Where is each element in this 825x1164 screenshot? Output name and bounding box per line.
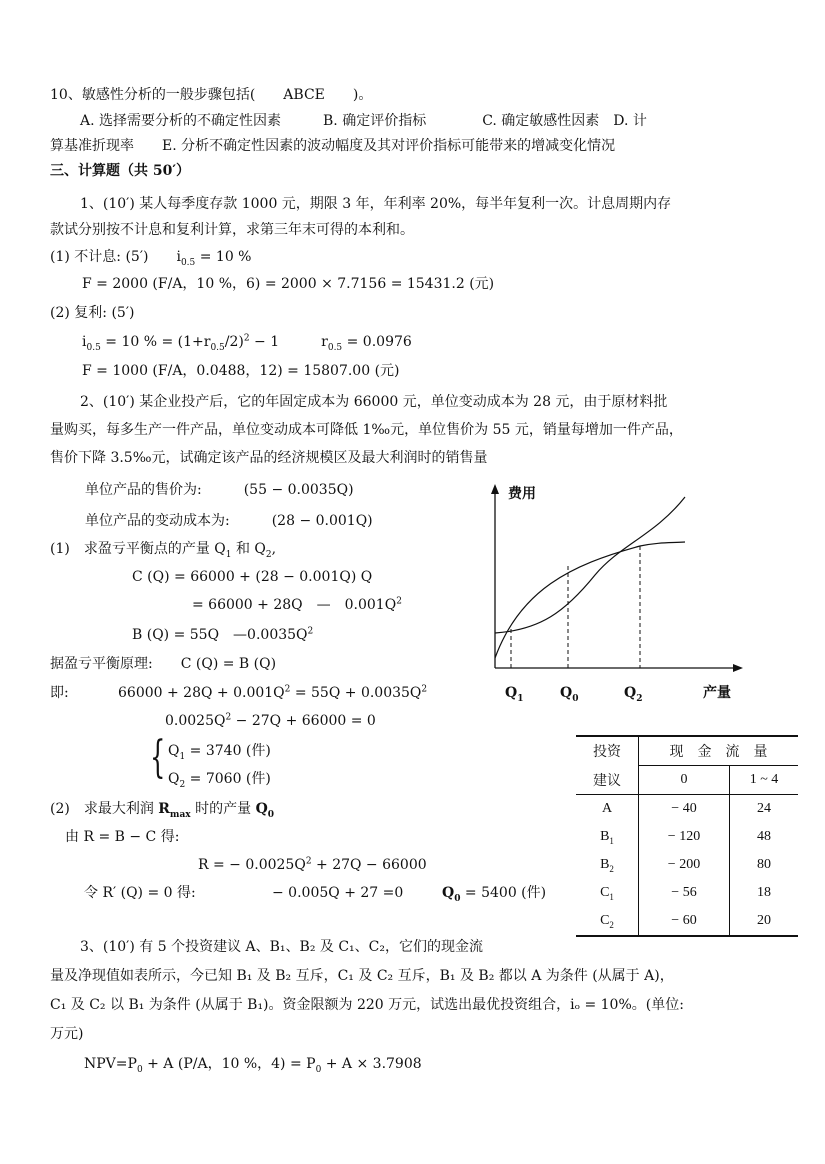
q10-stem: 10、敏感性分析的一般步骤包括( ABCE )。 xyxy=(50,87,373,103)
revenue-curve xyxy=(495,542,685,658)
p1-line2: 款试分别按不计息和复利计算，求第三年末可得的本利和。 xyxy=(50,222,414,238)
x-axis-arrow xyxy=(733,664,743,672)
cash-flow-table xyxy=(576,735,798,937)
p2-q2-result: $Q_2 = 7060$ (件) xyxy=(168,771,271,790)
p2-profit-eq: R = − $0.0025Q^2 + 27Q - 66000$ xyxy=(198,856,427,873)
p2-step2: (2) 求最大利润 $R_{max}$ 时的产量 $Q_0$ xyxy=(50,801,275,820)
y-axis-arrow xyxy=(491,484,499,494)
p2-line3: 售价下降 3.5‰元，试确定该产品的经济规模区及最大利润时的销售量 xyxy=(50,450,488,466)
p2-q0-result: $Q_0 = 5400$ (件) xyxy=(442,885,547,904)
table-row: $C_2$ − 60 20 xyxy=(576,907,798,936)
q10-options-line2: 算基准折现率 E. 分析不确定性因素的波动幅度及其对评价指标可能带来的增减变化情况 xyxy=(50,138,616,154)
table-row: $B_2$ − 200 80 xyxy=(576,851,798,879)
table-row: A − 40 24 xyxy=(576,795,798,824)
p2-line2: 量购买，每多生产一件产品，单位变动成本可降低 1‰元，单位售价为 55 元，销量每增加一件产品， xyxy=(50,422,683,438)
cost-curve xyxy=(495,497,685,633)
q2-label: $Q_2$ xyxy=(624,685,643,704)
p1-line1: 1、(10′) 某人每季度存款 1000 元，期限 3 年，年利率 20%，每半年复利一次。计息周期内存 xyxy=(80,196,672,212)
table-header-cashflow: 现 金 流 量 xyxy=(639,736,799,766)
p2-price: 单位产品的售价为: (55 − 0.0035Q) xyxy=(85,482,354,498)
p2-ji: 即: xyxy=(50,685,69,701)
p3-line4: 万元) xyxy=(50,1026,84,1042)
p2-line1: 2、(10′) 某企业投产后，它的年固定成本为 66000 元，单位变动成本为 28 元，由于原材料批 xyxy=(80,394,668,410)
p1-sub1-formula: F = 2000 (F/A，10 %，6) = 2000 × 7.7156 = 15431.2 (元) xyxy=(82,276,495,292)
p2-principle: 据盈亏平衡原理: C (Q) = B (Q) xyxy=(50,656,277,672)
p1-sub1: (1) 不计息: (5′) $i_{0.5} = 10$ % xyxy=(50,249,252,268)
p3-npv-formula: $NPV=P_0 + A$ (P/A，10 %，$4) = P_0 + A \times 3.7908$ xyxy=(84,1056,422,1075)
p2-quadratic: $0.0025Q^2 - 27Q + 66000 = 0$ xyxy=(165,712,376,729)
table-header-year0: 0 xyxy=(639,766,730,795)
p3-line2: 量及净现值如表所示，今已知 B₁ 及 B₂ 互斥，C₁ 及 C₂ 互斥，B₁ 及 B₂ 都以 A 为条件 (从属于 A)， xyxy=(50,968,674,984)
brace-symbol: { xyxy=(150,732,166,783)
p2-cost-eq2: = 66000 + 28Q — $0.001Q^2$ xyxy=(192,596,402,613)
p1-sub2-eq: $i_{0.5} = 10$ % = $(1+r_{0.5}/2)^2 - 1$ $r_{0.5} = 0.0976$ xyxy=(82,333,412,353)
q10-options-line1: A. 选择需要分析的不确定性因素 B. 确定评价指标 C. 确定敏感性因素 D. 计 xyxy=(80,113,647,129)
x-axis-label: 产量 xyxy=(703,685,731,701)
p1-sub2-formula: F = 1000 (F/A，0.0488，12) = 15807.00 (元) xyxy=(82,363,400,379)
p2-derivative: 令 R′ (Q) = 0 得: xyxy=(84,885,196,901)
q0-label: $Q_0$ xyxy=(560,685,579,704)
section-title: 三、计算题（共 50′） xyxy=(50,163,191,179)
p3-line3: C₁ 及 C₂ 以 B₁ 为条件 (从属于 B₁)。资金限额为 220 万元，试选出最优投资组合，iₒ = 10%。(单位: xyxy=(50,997,684,1013)
table-header-project: 投资 xyxy=(576,736,639,766)
y-axis-label: 费用 xyxy=(508,486,536,502)
p2-derivative-eq: − 0.005Q + 27 =0 xyxy=(272,885,404,901)
table-row: $B_1$ − 120 48 xyxy=(576,823,798,851)
table-header-year1-4: 1 ~ 4 xyxy=(730,766,799,795)
p2-cost-eq1: C (Q) = 66000 + (28 − 0.001Q) Q xyxy=(132,569,373,585)
p3-line1: 3、(10′) 有 5 个投资建议 A、B₁、B₂ 及 C₁、C₂，它们的现金流 xyxy=(80,939,483,955)
p2-q1-result: $Q_1 = 3740$ (件) xyxy=(168,743,271,762)
p2-revenue-eq: B (Q) = 55Q $—0.0035Q^2$ xyxy=(132,626,314,643)
p2-cost: 单位产品的变动成本为: (28 − 0.001Q) xyxy=(85,513,373,529)
p1-sub2-label: (2) 复利: (5′) xyxy=(50,305,135,321)
p2-equation: $66000 + 28Q + 0.001Q^2 = 55Q + 0.0035Q^2$ xyxy=(118,684,428,701)
table-row: $C_1$ − 56 18 xyxy=(576,879,798,907)
p2-step1: (1) 求盈亏平衡点的产量 $Q_1$ 和 $Q_2$, xyxy=(50,541,277,560)
q1-label: $Q_1$ xyxy=(505,685,524,704)
p2-by: 由 R = B − C 得: xyxy=(65,829,180,845)
table-header-proposal: 建议 xyxy=(576,766,639,795)
